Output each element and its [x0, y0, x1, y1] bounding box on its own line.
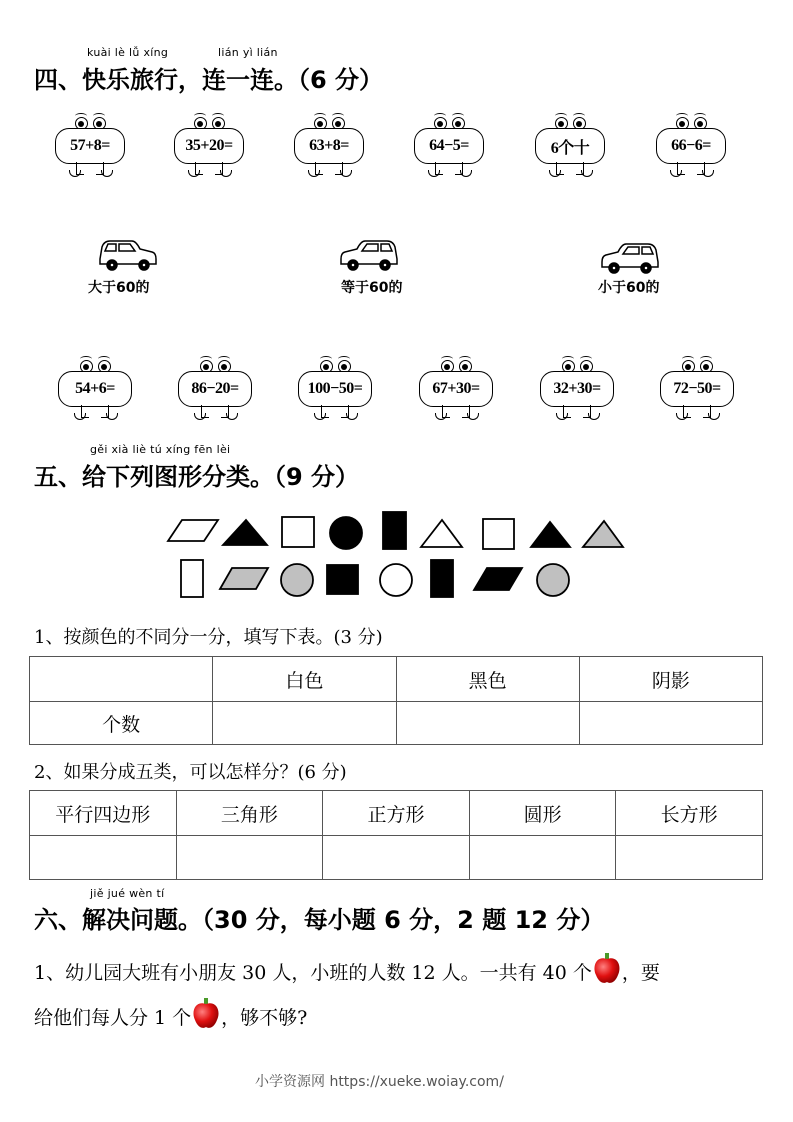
table-header-shaded: 阴影 — [579, 657, 762, 702]
foot-icon — [69, 170, 81, 177]
answer-cell-white[interactable] — [213, 702, 396, 745]
car-label-greater: 大于60的 — [88, 280, 150, 296]
shape-parallelogram-shaded — [220, 568, 268, 589]
section4-title: 四、快乐旅行，连一连。（6 分） — [34, 66, 384, 94]
table-header-empty — [30, 657, 213, 702]
answer-cell-black[interactable] — [396, 702, 579, 745]
foot-icon — [549, 170, 561, 177]
shape-parallelogram-white — [168, 520, 218, 541]
car-label-less: 小于60的 — [598, 280, 660, 296]
foot-icon — [467, 413, 479, 420]
problem-1-line-2 — [34, 998, 307, 1030]
answer-cell-triangle[interactable] — [176, 836, 323, 880]
foot-icon — [340, 170, 352, 177]
answer-cell-square[interactable] — [323, 836, 470, 880]
table-header-parallelogram: 平行四边形 — [30, 791, 177, 836]
monster-expression: 35+20= — [174, 128, 244, 164]
foot-icon — [588, 413, 600, 420]
monster-expression-card[interactable] — [170, 113, 248, 185]
section5-pinyin: gěi xià liè tú xíng fēn lèi — [90, 443, 231, 456]
section5-title: 五、给下列图形分类。（9 分） — [34, 463, 360, 491]
shape-square-white — [483, 519, 514, 549]
apple-icon — [592, 953, 622, 983]
foot-icon — [708, 413, 720, 420]
problem-1-line-1 — [34, 953, 660, 985]
monster-expression: 100−50= — [298, 371, 372, 407]
section6-title: 六、解决问题。（30 分，每小题 6 分，2 题 12 分） — [34, 906, 605, 934]
foot-icon — [314, 413, 326, 420]
car-icon — [339, 237, 401, 275]
monster-expression-card[interactable] — [54, 356, 136, 428]
monster-expression-card[interactable] — [652, 113, 730, 185]
shape-triangle-shaded — [583, 521, 623, 547]
monster-expression: 67+30= — [419, 371, 493, 407]
foot-icon — [308, 170, 320, 177]
question-2-text: 2、如果分成五类，可以怎样分？(6 分) — [34, 762, 347, 783]
shape-circle-shaded — [537, 564, 569, 596]
table-header-square: 正方形 — [323, 791, 470, 836]
monster-expression: 86−20= — [178, 371, 252, 407]
shape-rectangle-white — [181, 560, 203, 597]
table-header-white: 白色 — [213, 657, 396, 702]
shape-square-black — [327, 565, 358, 594]
shape-circle-shaded — [281, 564, 313, 596]
apple-icon — [191, 998, 221, 1028]
monster-expression-card[interactable] — [290, 113, 368, 185]
foot-icon — [346, 413, 358, 420]
monster-expression-card[interactable] — [294, 356, 376, 428]
shape-triangle-white — [421, 520, 462, 547]
foot-icon — [460, 170, 472, 177]
answer-cell-shaded[interactable] — [579, 702, 762, 745]
shape-rectangle-black — [383, 512, 406, 549]
monster-expression-card[interactable] — [531, 113, 609, 185]
monster-expression: 57+8= — [55, 128, 125, 164]
foot-icon — [702, 170, 714, 177]
shape-circle-white — [380, 564, 412, 596]
car-icon — [96, 237, 158, 275]
problem-1-text-b: ，要 — [621, 962, 660, 984]
answer-cell-rectangle[interactable] — [616, 836, 763, 880]
car-icon — [600, 240, 662, 278]
foot-icon — [226, 413, 238, 420]
table-header-rectangle: 长方形 — [616, 791, 763, 836]
monster-expression: 63+8= — [294, 128, 364, 164]
foot-icon — [676, 413, 688, 420]
table-row-label-count: 个数 — [30, 702, 213, 745]
shape-circle-black — [330, 517, 362, 549]
table-header-black: 黑色 — [396, 657, 579, 702]
foot-icon — [435, 413, 447, 420]
foot-icon — [106, 413, 118, 420]
problem-1-text-c: 给他们每人分 1 个 — [34, 1007, 192, 1029]
problem-1-text-a: 1、幼儿园大班有小朋友 30 人，小班的人数 12 人。一共有 40 个 — [34, 962, 592, 984]
section6-pinyin: jiě jué wèn tí — [90, 887, 165, 900]
question-1-text: 1、按颜色的不同分一分，填写下表。(3 分) — [34, 627, 383, 648]
foot-icon — [556, 413, 568, 420]
monster-expression-card[interactable] — [656, 356, 738, 428]
monster-expression: 32+30= — [540, 371, 614, 407]
problem-1-text-d: ，够不够? — [221, 1007, 308, 1029]
foot-icon — [581, 170, 593, 177]
monster-expression-card[interactable] — [51, 113, 129, 185]
footer-watermark: 小学资源网 https://xueke.woiay.com/ — [255, 1074, 504, 1090]
section4-pinyin-2: lián yì lián — [218, 46, 278, 59]
foot-icon — [670, 170, 682, 177]
foot-icon — [428, 170, 440, 177]
foot-icon — [220, 170, 232, 177]
table-header-triangle: 三角形 — [176, 791, 323, 836]
shape-category-table — [29, 790, 763, 880]
section4-pinyin-1: kuài lè lǚ xíng — [87, 46, 169, 59]
monster-expression-card[interactable] — [536, 356, 618, 428]
shape-parallelogram-black — [474, 568, 522, 590]
foot-icon — [101, 170, 113, 177]
table-header-circle: 圆形 — [469, 791, 616, 836]
monster-expression: 64−5= — [414, 128, 484, 164]
monster-expression-card[interactable] — [415, 356, 497, 428]
monster-expression: 66−6= — [656, 128, 726, 164]
color-count-table — [29, 656, 763, 745]
shape-triangle-black — [531, 522, 570, 547]
monster-expression-card[interactable] — [174, 356, 256, 428]
answer-cell-circle[interactable] — [469, 836, 616, 880]
foot-icon — [74, 413, 86, 420]
monster-expression: 54+6= — [58, 371, 132, 407]
monster-expression-card[interactable] — [410, 113, 488, 185]
foot-icon — [194, 413, 206, 420]
monster-expression: 6个十 — [535, 128, 605, 164]
shape-rectangle-black — [431, 560, 453, 597]
answer-cell-parallelogram[interactable] — [30, 836, 177, 880]
shape-square-white — [282, 517, 314, 547]
monster-expression: 72−50= — [660, 371, 734, 407]
foot-icon — [188, 170, 200, 177]
shape-triangle-black — [223, 520, 267, 545]
car-label-equal: 等于60的 — [341, 280, 403, 296]
